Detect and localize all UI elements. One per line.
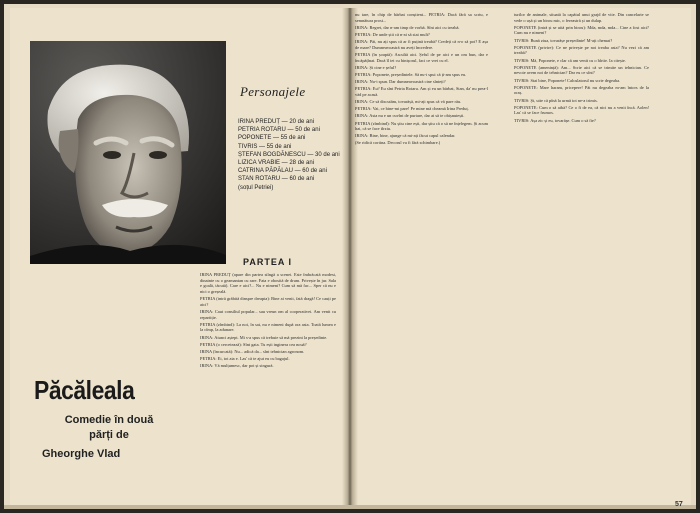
paragraph: PETRIA: Vai, ce bine-mi pare! Pe mine mă cheamă Irina Preduț. xyxy=(355,106,469,112)
paragraph: (Se ridică cortina. Decorul va fi fără schimbare.) xyxy=(355,140,441,146)
paragraph: TIVRIS: Mă, Poponete, e clar că am venit cu o hîrtie. Ia citește. xyxy=(514,57,626,63)
page-number: 57 xyxy=(675,501,683,508)
author-portrait xyxy=(30,41,226,264)
paragraph: IRINA: Vă mulțumesc, dar pot și singură. xyxy=(200,363,274,369)
play-title: Păcăleala xyxy=(34,375,135,405)
cast-item: POPONETE — 55 de ani xyxy=(238,135,306,142)
play-subtitle: Comedie în două părți de xyxy=(64,414,154,441)
paragraph: PETRIA (zîmbind): Nu știu cine ești, dar știu că o să ne înțelegem. Și acum hai, că se face tîrziu. xyxy=(355,120,488,132)
paragraph: turilor de animale, situată la capătul unui grajd de vite. Din cancelarie se vede o ușă și un birou mic, o fereastră și un dulap. xyxy=(514,12,649,23)
paragraph: TIVRIS: Bună ziua, tovarășe președinte! M-ați chemat? xyxy=(514,37,613,43)
paragraph: PETRIA: Poponete, președintele. Să nu-i spui că ți-am spus eu. xyxy=(355,71,467,77)
cast-list xyxy=(238,118,344,192)
paragraph: IRINA (încurcată): Nu... adică da... sînt tehnician agronom. xyxy=(200,348,305,354)
cast-item: STAN ROTARU — 60 de ani xyxy=(238,176,315,183)
cast-item: (soțul Petriei) xyxy=(238,184,274,191)
paragraph: IRINA: Ce să discutăm, tovarășă, mi-ați spus că vă pare rău. xyxy=(355,99,462,105)
paragraph: IRINA: Asta nu e un cuvînt de purtare, dar ai să te obișnuiești. xyxy=(355,113,465,119)
paragraph: IRINA: Păi, nu ați spus că ar fi puțină treabă? Credeți că n-o să pot? E așa de mare? Dumneavoastră nu aveți încredere. xyxy=(355,39,488,50)
paragraph: IRINA: Bine, bine, ajunge că mi-ați făcut capul calendar. xyxy=(355,133,456,139)
paragraph: PETRIA: Ei, tot aia e. Las' că te ajut eu cu bagajul. xyxy=(200,356,290,362)
paragraph: PETRIA (în șoaptă): Ascultă aici. Șeful de pe aici e un om bun, dar e încăpățînat. Dacă îl iei cu binișorul, faci ce vrei cu el. xyxy=(355,51,488,63)
part-heading: PARTEA I xyxy=(243,257,293,267)
cast-item: IRINA PREDUȚ — 20 de ani xyxy=(238,119,315,125)
paragraph: IRINA: Regret, dar n-am timp de vorbă. Sînt aici cu treabă. xyxy=(355,24,460,30)
author-name: Gheorghe Vlad xyxy=(42,448,121,460)
paragraph: POPONETE: Mare haram, pricepere! Păi nu degeaba m-am întors de la oraș. xyxy=(514,84,649,96)
paragraph: PETRIA (zîmbind): La noi, în sat, nu e nimeni după ora asta. Toată lumea e la cîmp, la adunare. xyxy=(200,321,336,333)
paragraph: IRINA: Atunci aștept. Mi s-a spus că trebuie să mă prezint la președinte. xyxy=(200,334,328,340)
paragraph: IRINA: Și cine e șeful? xyxy=(355,64,397,70)
cast-item: ȘTEFAN BOGDĂNESCU — 30 de ani xyxy=(238,151,340,158)
cast-item: TIVRIS — 55 de ani xyxy=(238,143,292,150)
cast-item: PETRIA ROTARU — 50 de ani xyxy=(238,127,320,134)
cast-heading: Personajele xyxy=(240,84,306,99)
magazine-spread xyxy=(4,4,696,509)
paragraph: PETRIA (intră grăbită dinspre dreapta): Bine ai venit, fată dragă! Ce cauți pe aici? xyxy=(200,296,336,307)
page-edge xyxy=(4,505,696,509)
paragraph: PETRIA (o cercetează): Sînt gata. Tu ești inginera cea nouă? xyxy=(200,341,307,347)
paragraph: POPONETE (amenință): Am... Scrie aici că se trimite un tehnician. Ce nevoie avem noi de tehnician? Dar eu ce sînt? xyxy=(514,64,649,76)
cast-item: LIZICA VRABIE — 28 de ani xyxy=(238,160,315,167)
paragraph: nu tare, în chip de bărbat conștient... PETRIA: Dacă fără sa scriu, e semnătura prost... xyxy=(355,12,488,23)
paragraph: IRINA: Nu-i spun. Dar dumneavoastră cine sînteți? xyxy=(355,79,446,85)
cast-item: CATRINA PĂPĂLAU — 60 de ani xyxy=(238,168,327,175)
paragraph: IRINA PREDUȚ (apare din partea stîngă a scenei. Este îmbrăcată modest, dinainte cu o geamantan cu rare. Fata e obosită de drum. Privește în jur. Sala e goală, tăcută). Care e aici?... Nu e nimeni? Cum să mă fac... Sper că nu e nici o greșeală. xyxy=(200,272,336,294)
paragraph: TIVRIS: Și, uite că pînă la urmă tot ne-a trimis. xyxy=(514,97,598,103)
paragraph: POPONETE (privire): Ce ne privește pe noi treaba asta? Nu vezi că am treabă? xyxy=(514,44,649,56)
paragraph: IRINA: Caut consiliul popular... sau vreun om al cooperativei. Am venit cu repartiție. xyxy=(200,308,336,320)
right-text-column-2 xyxy=(514,12,649,492)
paragraph: PETRIA: De unde știi că n-ai să stai mult? xyxy=(355,31,430,37)
paragraph: TIVRIS: Așa zic și eu, tovarășe. Cum o să fie? xyxy=(514,117,596,123)
paragraph: POPONETE: Cum o să aibă? Ce o fi de ea, că nici nu a venit încă. Aolen! Las' că se face frumos. xyxy=(514,104,649,116)
paragraph: TIVRIS: Stai bine, Poponete! Calculatorul nu scrie degeaba. xyxy=(514,77,621,83)
left-text-column xyxy=(200,272,336,497)
paragraph: PETRIA: Eu? Eu sînt Petria Rotaru. Am și eu un bărbat, Stan, da' nu prea-l văd pe acasă. xyxy=(355,86,488,97)
paragraph: POPONETE (intră și se uită prin birou): Mda, mda, mda... Cine a fost aici? Cum nu e nimeni? xyxy=(514,24,649,36)
right-text-column-1 xyxy=(355,12,488,492)
